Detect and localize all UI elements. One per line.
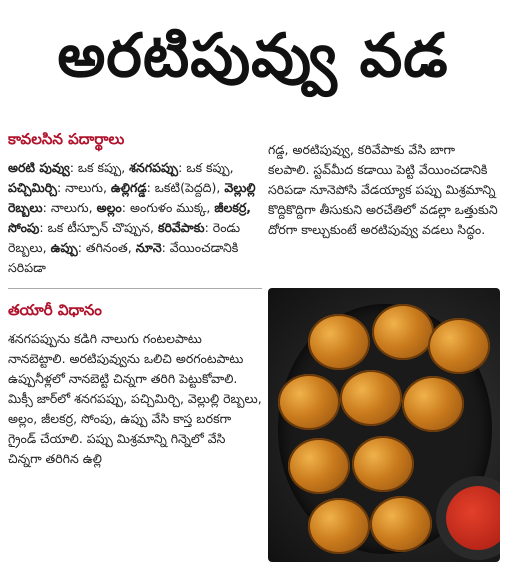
vada-photo	[268, 288, 500, 562]
ingredient-qty: ఒక కప్పు	[186, 160, 230, 175]
ingredient-qty: నాలుగు	[50, 200, 89, 215]
ingredient-name: శనగపప్పు	[129, 160, 179, 175]
ingredient-qty: ఒక టీస్పూన్ చొప్పున	[47, 220, 150, 235]
ingredient-name: వెల్లుల్లి రెబ్బలు	[8, 180, 256, 215]
ingredient-qty: అంగుళం ముక్క	[129, 200, 207, 215]
vada	[428, 318, 490, 374]
ingredient-name: ఉప్పు	[50, 240, 78, 255]
method-text-left: శనగపప్పును కడిగి నాలుగు గంటలపాటు నానబెట్టాలి. అరటిపువ్వును ఒలిచి అరగంటపాటు ఉప్పునీళ్లలో నానబెట్టి చిన్నగా తరిగి పెట్టుకోవాలి. మిక్సీ జార్‌లో శనగపప్పు, పచ్చిమిర్చి, వెల్లుల్లి రెబ్బలు, అల్లం, జీలకర్ర, సోంపు, ఉప్పు వేసి కాస్త బరకగా గ్రైండ్ చేయాలి. పప్పు మిశ్రమాన్ని గిన్నెలో వేసి చిన్నగా తరిగిన ఉల్లి	[8, 331, 262, 466]
recipe-title: అరటిపువ్వు వడ	[57, 21, 449, 91]
ingredient-name: అల్లం	[96, 200, 122, 215]
vada	[402, 376, 464, 432]
method-text-right: గడ్డ, అరటిపువ్వు, కరివేపాకు వేసి బాగా కలపాలి. స్టవ్‌మీద కడాయి పెట్టి వేయించడానికి సరిపడా నూనెపోసి వేడయ్యాక పప్పు మిశ్రమాన్ని కొద్దికొద్దిగా తీసుకుని అరచేతిలో వడల్లా ఒత్తుకుని దోరగా కాల్చుకుంటే అరటిపువ్వు వడలు సిద్ధం.	[268, 142, 498, 237]
ingredient-qty: తగినంత	[85, 240, 128, 255]
ingredient-name: అరటి పువ్వు	[8, 160, 70, 175]
method-heading: తయారీ విధానం	[8, 301, 102, 319]
vada	[278, 374, 340, 430]
ingredient-qty: వేయించడానికి సరిపడా	[8, 240, 239, 275]
ingredient-name: జీలకర్ర, సోంపు	[8, 200, 252, 235]
vada	[308, 314, 370, 370]
vada	[352, 436, 414, 492]
ingredient-name: కరివేపాకు	[157, 220, 205, 235]
ingredient-qty: రెండు రెబ్బలు	[8, 220, 241, 255]
vada	[308, 498, 370, 554]
ingredient-qty: నాలుగు	[65, 180, 103, 195]
left-column	[8, 130, 262, 469]
vada	[288, 438, 350, 494]
vada	[340, 370, 402, 426]
ingredient-qty: ఒక కప్పు	[77, 160, 122, 175]
ingredients-list: అరటి పువ్వు: ఒక కప్పు, శనగపప్పు: ఒక కప్పు, పచ్చిమిర్చి: నాలుగు, ఉల్లిగడ్డ: ఒకటి(పెద్దది), వెల్లుల్లి రెబ్బలు: నాలుగు, అల్లం: అంగుళం ముక్క, జీలకర్ర, సోంపు: ఒక టీస్పూన్ చొప్పున, కరివేపాకు: రెండు రెబ్బలు, ఉప్పు: తగినంత, నూనె: వేయించడానికి సరిపడా	[8, 160, 256, 275]
ingredients-heading: కావలసిన పదార్థాలు	[8, 130, 125, 148]
right-column	[268, 140, 500, 240]
vada	[370, 496, 432, 552]
ingredient-name: ఉల్లిగడ్డ	[110, 180, 147, 195]
ingredient-name: పచ్చిమిర్చి	[8, 180, 57, 195]
ingredient-name: నూనె	[135, 240, 162, 255]
vada	[372, 304, 434, 360]
ingredient-qty: ఒకటి(పెద్దది)	[154, 180, 217, 195]
section-divider	[8, 288, 262, 289]
